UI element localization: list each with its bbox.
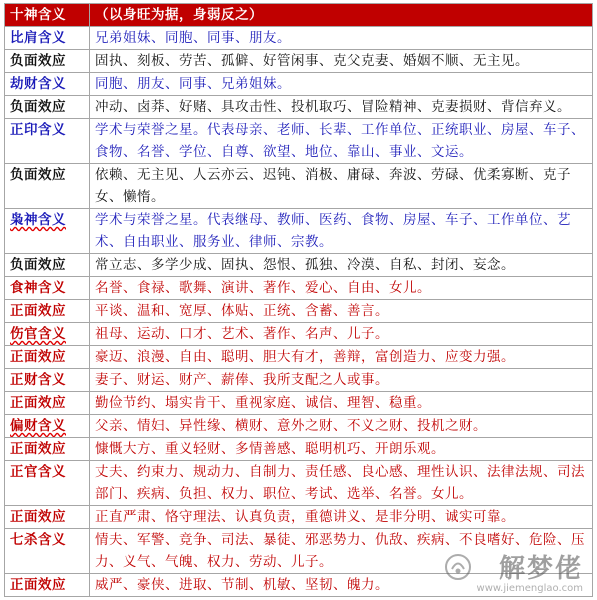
row-text: 常立志、多学少成、固执、怨恨、孤独、冷漠、自私、封闭、妄念。 [90, 254, 593, 277]
row-label: 正印含义 [5, 119, 90, 164]
ten-gods-table [4, 3, 593, 597]
row-label: 负面效应 [5, 164, 90, 209]
table-row [5, 27, 593, 50]
row-text: 冲动、卤莽、好赌、具攻击性、投机取巧、冒险精神、克妻损财、背信弃义。 [90, 96, 593, 119]
header-label: 十神含义 [5, 4, 90, 27]
table-row [5, 415, 593, 438]
row-label [5, 415, 90, 438]
row-label-text: 偏财含义 [10, 418, 66, 434]
row-text: 丈夫、约束力、规动力、自制力、责任感、良心感、理性认识、法律法规、司法部门、疾病、负担、权力、职位、考试、选举、名誉。女儿。 [90, 461, 593, 506]
row-label: 正面效应 [5, 574, 90, 597]
row-text: 学术与荣誉之星。代表继母、教师、医药、食物、房屋、车子、工作单位、艺术、自由职业、服务业、律师、宗教。 [90, 209, 593, 254]
row-label: 负面效应 [5, 96, 90, 119]
row-label: 劫财含义 [5, 73, 90, 96]
row-label [5, 323, 90, 346]
table-row [5, 392, 593, 415]
row-label: 负面效应 [5, 254, 90, 277]
table-row [5, 574, 593, 597]
row-label: 正官含义 [5, 461, 90, 506]
row-text: 兄弟姐妹、同胞、同事、朋友。 [90, 27, 593, 50]
row-text: 正直严肃、恪守理法、认真负责，重德讲义、是非分明、诚实可靠。 [90, 506, 593, 529]
row-label: 正面效应 [5, 346, 90, 369]
row-text: 妻子、财运、财产、薪俸、我所支配之人或事。 [90, 369, 593, 392]
table-row [5, 254, 593, 277]
watermark-url: www.jiemenglao.com [476, 583, 583, 594]
row-text: 豪迈、浪漫、自由、聪明、胆大有才，善辩，富创造力、应变力强。 [90, 346, 593, 369]
table-row [5, 438, 593, 461]
row-text: 平谈、温和、宽厚、体贴、正统、含蓄、善言。 [90, 300, 593, 323]
row-text: 情夫、军警、竞争、司法、暴徒、邪恶势力、仇敌、疾病、不良嗜好、危险、压力、义气、气魄、权力、劳动、儿子。 [90, 529, 593, 574]
row-text: 勤俭节约、塌实肯干、重视家庭、诚信、理智、稳重。 [90, 392, 593, 415]
row-text: 慷慨大方、重义轻财、多情善感、聪明机巧、开朗乐观。 [90, 438, 593, 461]
row-label: 正面效应 [5, 300, 90, 323]
row-label: 负面效应 [5, 50, 90, 73]
table-row [5, 323, 593, 346]
table-row [5, 346, 593, 369]
table-header-row [5, 4, 593, 27]
table-row [5, 277, 593, 300]
table-row [5, 119, 593, 164]
row-label: 正面效应 [5, 438, 90, 461]
row-label: 正财含义 [5, 369, 90, 392]
row-text: 同胞、朋友、同事、兄弟姐妹。 [90, 73, 593, 96]
header-note: （以身旺为据，身弱反之） [90, 4, 593, 27]
row-text: 固执、刻板、劳苦、孤僻、好管闲事、克父克妻、婚姻不顺、无主见。 [90, 50, 593, 73]
table-row [5, 461, 593, 506]
table-row [5, 73, 593, 96]
row-label-text: 枭神含义 [10, 212, 66, 228]
table-row [5, 300, 593, 323]
watermark-title: 解梦佬 [498, 554, 583, 584]
row-label: 正面效应 [5, 392, 90, 415]
row-text: 威严、豪侠、进取、节制、机敏、坚韧、魄力。 [90, 574, 593, 597]
row-label: 比肩含义 [5, 27, 90, 50]
row-label: 正面效应 [5, 506, 90, 529]
table-row [5, 96, 593, 119]
table-row [5, 529, 593, 574]
row-label-text: 伤官含义 [10, 326, 66, 342]
table-row [5, 164, 593, 209]
row-text: 学术与荣誉之星。代表母亲、老师、长辈、工作单位、正统职业、房屋、车子、食物、名誉、学位、自尊、欲望、地位、靠山、事业、文运。 [90, 119, 593, 164]
table-row [5, 369, 593, 392]
row-label [5, 209, 90, 254]
row-text: 祖母、运动、口才、艺术、著作、名声、儿子。 [90, 323, 593, 346]
row-label: 食神含义 [5, 277, 90, 300]
row-label: 七杀含义 [5, 529, 90, 574]
row-text: 名誉、食禄、歌舞、演讲、著作、爱心、自由、女儿。 [90, 277, 593, 300]
row-text: 父亲、情妇、异性缘、横财、意外之财、不义之财、投机之财。 [90, 415, 593, 438]
table-row [5, 506, 593, 529]
table-row [5, 50, 593, 73]
row-text: 依赖、无主见、人云亦云、迟钝、消极、庸碌、奔波、劳碌、优柔寡断、克子女、懒惰。 [90, 164, 593, 209]
table-row [5, 209, 593, 254]
